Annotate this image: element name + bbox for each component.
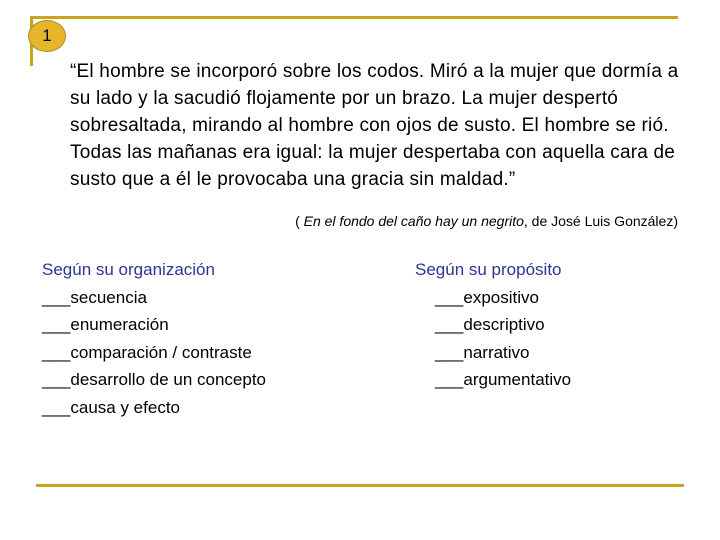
option-label: secuencia xyxy=(70,287,147,307)
option-narrativo[interactable] xyxy=(415,339,571,367)
option-label: comparación / contraste xyxy=(70,342,252,362)
top-rule xyxy=(30,16,678,19)
slide-number-badge xyxy=(28,20,66,52)
bottom-rule xyxy=(36,484,684,487)
answer-blank: ___ xyxy=(42,370,71,389)
answer-blank: ___ xyxy=(42,397,71,417)
option-label: enumeración xyxy=(70,315,169,334)
slide-number: 1 xyxy=(42,26,52,45)
option-label: causa y efecto xyxy=(70,397,180,417)
answer-blank: ___ xyxy=(435,370,464,389)
answer-blank: ___ xyxy=(435,315,464,334)
option-secuencia[interactable] xyxy=(42,284,266,312)
answer-blank: ___ xyxy=(435,342,464,362)
answer-blank: ___ xyxy=(42,342,71,362)
purpose-list xyxy=(415,256,571,394)
citation-author: , de José Luis González) xyxy=(523,213,678,229)
option-descriptivo[interactable] xyxy=(415,311,571,339)
organization-heading: Según su organización xyxy=(42,260,215,279)
citation xyxy=(295,212,678,230)
option-label: desarrollo de un concepto xyxy=(70,370,267,389)
option-label: descriptivo xyxy=(463,315,545,334)
citation-open: ( xyxy=(295,213,304,229)
option-label: expositivo xyxy=(463,287,539,307)
organization-list xyxy=(42,256,266,421)
option-desarrollo-concepto[interactable] xyxy=(42,366,266,394)
option-label: narrativo xyxy=(463,342,530,362)
option-argumentativo[interactable] xyxy=(415,366,571,394)
answer-blank: ___ xyxy=(42,315,71,334)
option-expositivo[interactable] xyxy=(415,284,571,312)
answer-blank: ___ xyxy=(435,287,464,307)
quote-text: “El hombre se incorporó sobre los codos. Miró a la mujer que dormía a su lado y la sacudió flojamente por un brazo. La mujer despertó sobresaltada, mirando al hombre con ojos de susto. El hombre se rió. Todas las mañanas era igual: la mujer despertaba con aquella cara de susto que a él le provocaba una gracia sin maldad.” xyxy=(70,61,679,190)
purpose-heading: Según su propósito xyxy=(415,260,562,279)
option-comparacion-contraste[interactable] xyxy=(42,339,266,367)
option-label: argumentativo xyxy=(463,370,572,389)
option-enumeracion[interactable] xyxy=(42,311,266,339)
option-causa-efecto[interactable] xyxy=(42,394,266,422)
answer-blank: ___ xyxy=(42,287,71,307)
citation-title: En el fondo del caño hay un negrito xyxy=(303,213,524,229)
